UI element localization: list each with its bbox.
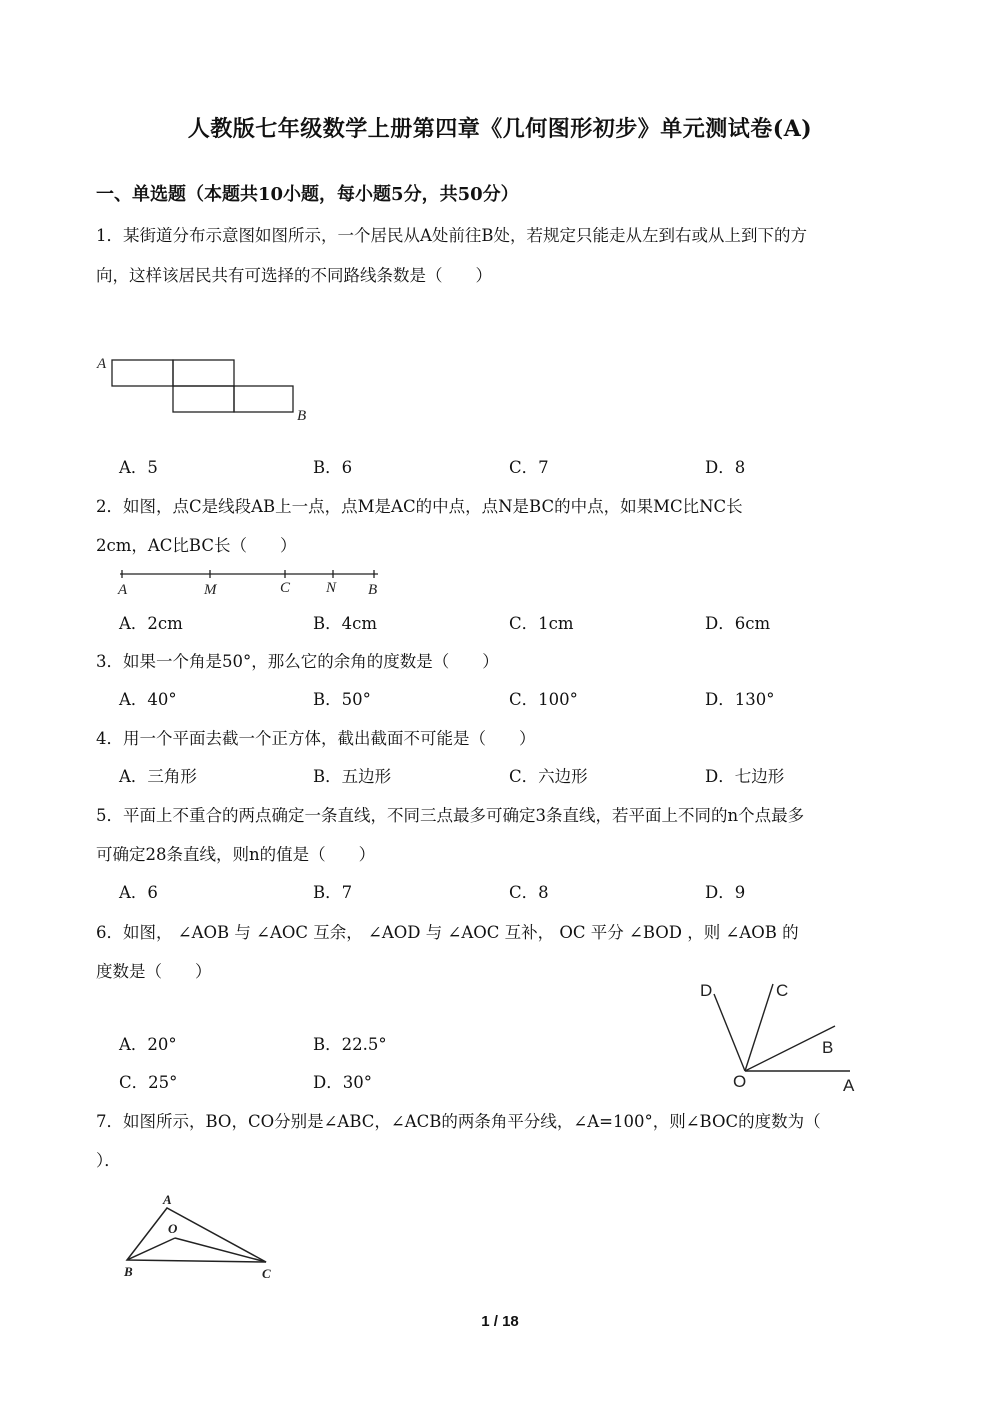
q2-option-d[interactable]: D．6cm — [705, 614, 771, 633]
q2-label-c: C — [280, 580, 291, 596]
q4-option-a[interactable]: A．三角形 — [119, 767, 197, 786]
q4-option-c[interactable]: C．六边形 — [509, 767, 588, 786]
q2-option-a[interactable]: A．2cm — [119, 614, 183, 633]
q1-option-c[interactable]: C．7 — [509, 458, 549, 477]
q2-label-n: N — [326, 580, 337, 596]
q7-label-c: C — [262, 1266, 271, 1281]
q7-label-o: O — [168, 1221, 178, 1236]
q6-label-d: D — [700, 981, 713, 1000]
q6-text-line1: 6．如图， ∠AOB 与 ∠AOC 互余， ∠AOD 与 ∠AOC 互补， OC 平分 ∠BOD ，则 ∠AOB 的 — [96, 923, 799, 942]
q5-option-c[interactable]: C．8 — [509, 883, 549, 902]
q6-label-b: B — [822, 1038, 834, 1057]
q1-option-a[interactable]: A．5 — [119, 458, 158, 477]
q2-label-m: M — [204, 582, 217, 598]
q5-text-line1: 5．平面上不重合的两点确定一条直线，不同三点最多可确定3条直线，若平面上不同的n个点最多 — [96, 806, 805, 825]
q4-option-d[interactable]: D．七边形 — [705, 767, 785, 786]
section-heading: 一、单选题（本题共10小题，每小题5分，共50分） — [96, 184, 519, 205]
q7-label-a: A — [163, 1192, 172, 1207]
q5-option-b[interactable]: B．7 — [313, 883, 353, 902]
q1-text-line2: 向，这样该居民共有可选择的不同路线条数是（ ） — [96, 266, 492, 285]
q7-label-b: B — [124, 1264, 133, 1279]
q6-option-c[interactable]: C．25° — [119, 1073, 178, 1092]
q7-text-line2: ）． — [96, 1151, 121, 1170]
q6-option-a[interactable]: A．20° — [119, 1035, 177, 1054]
q6-label-o: O — [733, 1072, 747, 1091]
q2-option-c[interactable]: C．1cm — [509, 614, 574, 633]
q4-option-b[interactable]: B．五边形 — [313, 767, 392, 786]
q2-text-line2: 2cm，AC比BC长（ ） — [96, 536, 297, 555]
q1-text-line1: 1．某街道分布示意图如图所示，一个居民从A处前往B处，若规定只能走从左到右或从上到下的方 — [96, 226, 808, 245]
q1-option-b[interactable]: B．6 — [313, 458, 353, 477]
q7-text-line1: 7．如图所示，BO，CO分别是∠ABC，∠ACB的两条角平分线，∠A=100°，则∠BOC的度数为（ — [96, 1112, 821, 1131]
q1-option-d[interactable]: D．8 — [705, 458, 746, 477]
q3-option-c[interactable]: C．100° — [509, 690, 578, 709]
q6-label-a: A — [843, 1076, 855, 1095]
q3-text-line1: 3．如果一个角是50°，那么它的余角的度数是（ ） — [96, 652, 499, 671]
q6-option-d[interactable]: D．30° — [313, 1073, 372, 1092]
q2-option-b[interactable]: B．4cm — [313, 614, 378, 633]
q2-label-a: A — [118, 582, 128, 598]
q5-option-a[interactable]: A．6 — [119, 883, 158, 902]
q3-option-d[interactable]: D．130° — [705, 690, 775, 709]
q3-option-b[interactable]: B．50° — [313, 690, 371, 709]
q1-label-b: B — [297, 408, 307, 424]
q4-text-line1: 4．用一个平面去截一个正方体，截出截面不可能是（ ） — [96, 729, 536, 748]
q1-label-a: A — [97, 356, 107, 372]
page-number: 1 / 18 — [481, 1313, 519, 1330]
q6-option-b[interactable]: B．22.5° — [313, 1035, 387, 1054]
q2-label-b: B — [368, 582, 378, 598]
q6-text-line2: 度数是（ ） — [96, 962, 212, 981]
page-title: 人教版七年级数学上册第四章《几何图形初步》单元测试卷(A) — [187, 116, 813, 142]
q2-text-line1: 2．如图，点C是线段AB上一点，点M是AC的中点，点N是BC的中点，如果MC比NC长 — [96, 497, 743, 516]
q5-text-line2: 可确定28条直线，则n的值是（ ） — [96, 845, 376, 864]
q6-label-c: C — [776, 981, 789, 1000]
q3-option-a[interactable]: A．40° — [119, 690, 177, 709]
q5-option-d[interactable]: D．9 — [705, 883, 746, 902]
